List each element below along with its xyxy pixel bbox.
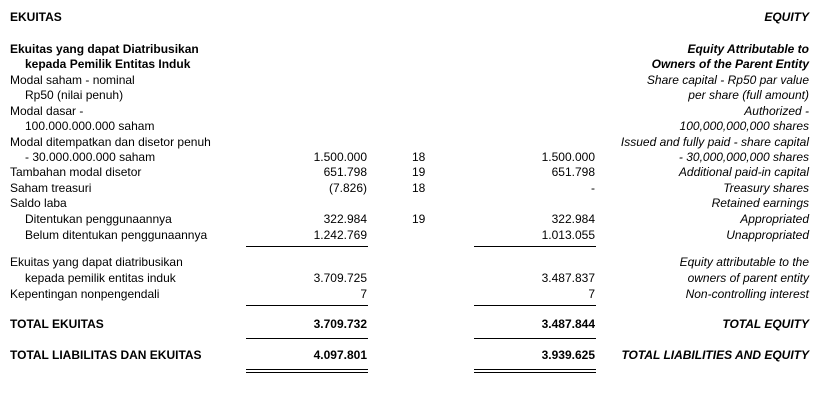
row-label: kepada pemilik entitas induk: [25, 271, 176, 285]
total-rule: [474, 338, 596, 339]
row-label-en: Equity attributable to the: [679, 255, 809, 269]
row-label: Rp50 (nilai penuh): [25, 88, 124, 102]
value-current: (7.826): [328, 181, 367, 195]
row-label: - 30.000.000.000 saham: [25, 150, 156, 164]
note-ref: 18: [412, 181, 426, 195]
value-current: 1.242.769: [313, 228, 367, 242]
double-rule-bottom: [246, 372, 368, 373]
header-left: EKUITAS: [10, 10, 62, 24]
note-ref: 19: [412, 212, 426, 226]
subtotal-rule: [474, 305, 596, 306]
value-current: 7: [360, 287, 367, 301]
row-label-en: Treasury shares: [723, 181, 809, 195]
row-label-en: owners of parent entity: [687, 271, 809, 285]
row-label-en: Non-controlling interest: [685, 287, 809, 301]
note-ref: 18: [412, 150, 426, 164]
row-label: Modal ditempatkan dan disetor penuh: [10, 135, 211, 149]
section-heading-id: Ekuitas yang dapat Diatribusikan: [10, 42, 199, 56]
value-current: 1.500.000: [313, 150, 367, 164]
row-label-en: 100,000,000,000 shares: [679, 119, 809, 133]
grand-total-prior: 3.939.625: [541, 348, 595, 362]
row-label-en: Authorized -: [744, 104, 809, 118]
value-prior: 1.500.000: [541, 150, 595, 164]
row-label-en: per share (full amount): [688, 88, 809, 102]
subtotal-rule: [246, 246, 368, 247]
total-equity-prior: 3.487.844: [541, 317, 595, 331]
section-heading-id-2: kepada Pemilik Entitas Induk: [25, 57, 191, 71]
row-label: Saldo laba: [10, 196, 67, 210]
row-label: Kepentingan nonpengendali: [10, 287, 160, 301]
row-label: Tambahan modal disetor: [10, 165, 142, 179]
value-current: 322.984: [323, 212, 367, 226]
row-label-en: Retained earnings: [711, 196, 809, 210]
total-equity-current: 3.709.732: [313, 317, 367, 331]
subtotal-rule: [246, 305, 368, 306]
value-prior: 7: [588, 287, 595, 301]
header-right: EQUITY: [764, 10, 809, 24]
total-equity-label-en: TOTAL EQUITY: [722, 317, 809, 331]
grand-total-label-en: TOTAL LIABILITIES AND EQUITY: [621, 348, 809, 362]
row-label: Modal saham - nominal: [10, 73, 135, 87]
value-prior: 651.798: [551, 165, 595, 179]
row-label: Saham treasuri: [10, 181, 92, 195]
value-current: 651.798: [323, 165, 367, 179]
row-label-en: Appropriated: [740, 212, 809, 226]
value-current: 3.709.725: [313, 271, 367, 285]
row-label-en: Issued and fully paid - share capital: [620, 135, 809, 149]
value-prior: 322.984: [551, 212, 595, 226]
row-label: Ekuitas yang dapat diatribusikan: [10, 255, 183, 269]
double-rule-bottom: [474, 372, 596, 373]
row-label-en: - 30,000,000,000 shares: [678, 150, 809, 164]
section-heading-en-2: Owners of the Parent Entity: [651, 57, 809, 71]
row-label-en: Additional paid-in capital: [678, 165, 809, 179]
value-prior: -: [591, 181, 595, 195]
row-label-en: Unappropriated: [726, 228, 809, 242]
row-label: 100.000.000.000 saham: [25, 119, 155, 133]
note-ref: 19: [412, 165, 426, 179]
row-label-en: Share capital - Rp50 par value: [646, 73, 809, 87]
row-label: Belum ditentukan penggunaannya: [25, 228, 208, 242]
double-rule-top: [474, 369, 596, 370]
section-heading-en: Equity Attributable to: [687, 42, 809, 56]
grand-total-current: 4.097.801: [313, 348, 367, 362]
subtotal-rule: [474, 246, 596, 247]
total-equity-label: TOTAL EKUITAS: [10, 317, 104, 331]
total-rule: [246, 338, 368, 339]
double-rule-top: [246, 369, 368, 370]
value-prior: 1.013.055: [541, 228, 595, 242]
row-label: Modal dasar -: [10, 104, 84, 118]
row-label: Ditentukan penggunaannya: [25, 212, 172, 226]
grand-total-label: TOTAL LIABILITAS DAN EKUITAS: [10, 348, 202, 362]
value-prior: 3.487.837: [541, 271, 595, 285]
